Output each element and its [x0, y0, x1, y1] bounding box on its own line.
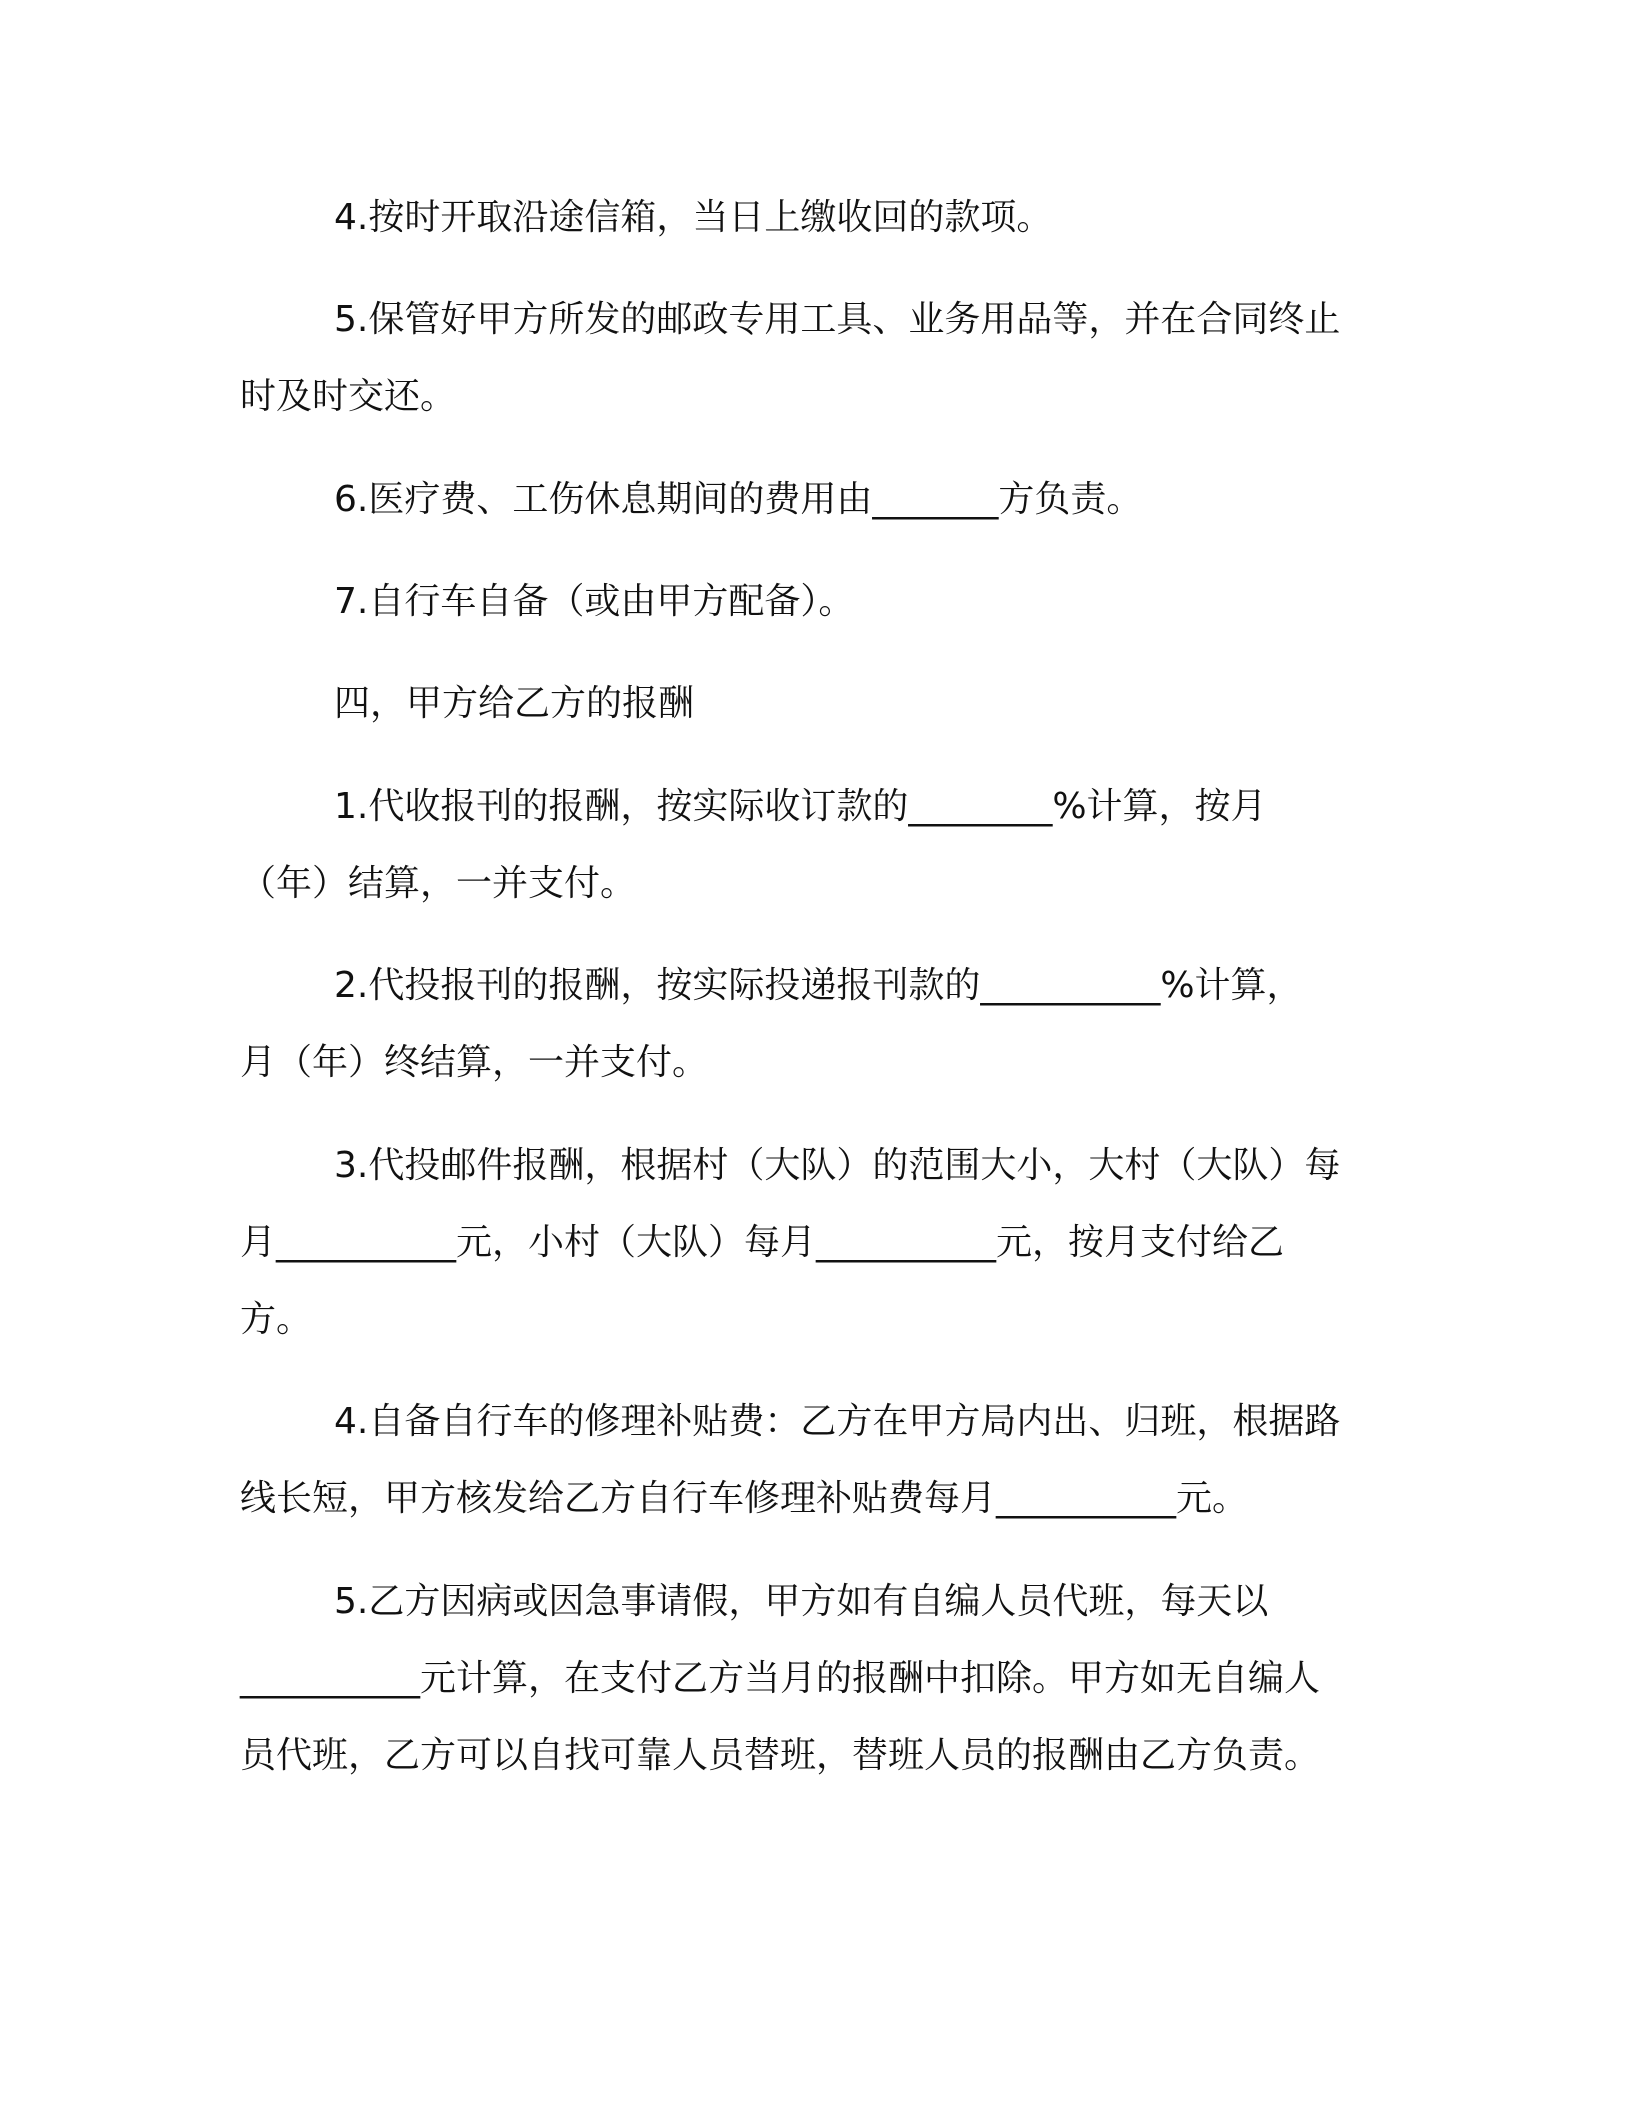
clause-4-1-line-2: （年）结算，一并支付。: [240, 863, 637, 904]
clause-4-3-line-1: 3.代投邮件报酬，根据村（大队）的范围大小，大村（大队）每: [334, 1145, 1341, 1186]
clause-4-4-line-1: 4.自备自行车的修理补贴费：乙方在甲方局内出、归班，根据路: [334, 1401, 1341, 1442]
clause-3-5-line-2: 时及时交还。: [240, 376, 457, 417]
clause-3-5-line-1: 5.保管好甲方所发的邮政专用工具、业务用品等，并在合同终止: [334, 299, 1341, 340]
clause-4-5-line-2: __________元计算，在支付乙方当月的报酬中扣除。甲方如无自编人: [240, 1658, 1321, 1699]
clause-4-2-line-1: 2.代投报刊的报酬，按实际投递报刊款的__________%计算，: [334, 965, 1303, 1006]
clause-3-6: 6.医疗费、工伤休息期间的费用由_______方负责。: [334, 479, 1143, 520]
clause-4-3-line-3: 方。: [240, 1299, 313, 1340]
section-4-heading: 四，甲方给乙方的报酬: [334, 683, 695, 724]
clause-4-5-line-3: 员代班，乙方可以自找可靠人员替班，替班人员的报酬由乙方负责。: [240, 1735, 1321, 1776]
clause-4-2-line-2: 月（年）终结算，一并支付。: [240, 1042, 709, 1083]
clause-4-3-line-2: 月__________元，小村（大队）每月__________元，按月支付给乙: [240, 1222, 1285, 1263]
clause-3-4: 4.按时开取沿途信箱，当日上缴收回的款项。: [334, 197, 1053, 238]
clause-4-4-line-2: 线长短，甲方核发给乙方自行车修理补贴费每月__________元。: [240, 1478, 1249, 1519]
clause-4-5-line-1: 5.乙方因病或因急事请假，甲方如有自编人员代班，每天以: [334, 1581, 1269, 1622]
clause-4-1-line-1: 1.代收报刊的报酬，按实际收订款的________%计算，按月: [334, 786, 1267, 827]
clause-3-7: 7.自行车自备（或由甲方配备）。: [334, 581, 855, 622]
